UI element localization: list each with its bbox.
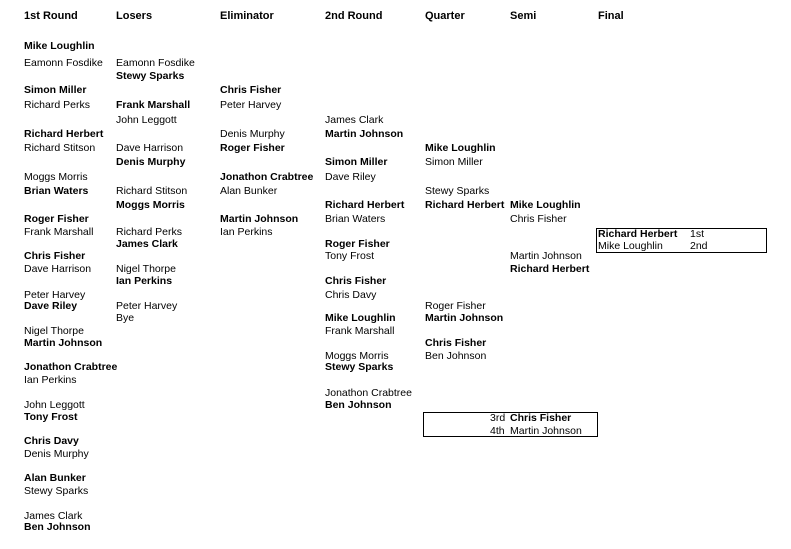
header-quarter: Quarter bbox=[425, 10, 465, 22]
player-name: Simon Miller bbox=[325, 156, 388, 168]
player-name: Denis Murphy bbox=[116, 156, 186, 168]
player-name: Martin Johnson bbox=[24, 337, 103, 349]
player-name: Eamonn Fosdike bbox=[24, 57, 103, 69]
player-name: Chris Fisher bbox=[24, 250, 86, 262]
player-name: Tony Frost bbox=[24, 411, 78, 423]
header-semi: Semi bbox=[510, 10, 537, 22]
player-name: Denis Murphy bbox=[24, 448, 89, 460]
player-name: Richard Perks bbox=[116, 226, 182, 238]
player-name: Martin Johnson bbox=[325, 128, 404, 140]
player-name: Mike Loughlin bbox=[325, 312, 396, 324]
player-name: Richard Herbert bbox=[24, 128, 104, 140]
player-name: Ben Johnson bbox=[325, 399, 392, 411]
player-name: Peter Harvey bbox=[220, 99, 282, 111]
player-name: Nigel Thorpe bbox=[116, 263, 176, 275]
player-name: Peter Harvey bbox=[116, 300, 178, 312]
player-name: Roger Fisher bbox=[24, 213, 89, 225]
player-name: James Clark bbox=[116, 238, 178, 250]
player-name: Martin Johnson bbox=[425, 312, 504, 324]
player-name: Martin Johnson bbox=[510, 250, 582, 262]
player-name: Jonathon Crabtree bbox=[220, 171, 314, 183]
player-name: Frank Marshall bbox=[325, 325, 395, 337]
player-name: Moggs Morris bbox=[116, 199, 185, 211]
player-name: Jonathon Crabtree bbox=[325, 387, 412, 399]
player-name: Ben Johnson bbox=[425, 350, 487, 362]
player-name: Nigel Thorpe bbox=[24, 325, 84, 337]
player-name: Roger Fisher bbox=[220, 142, 285, 154]
header-2nd-round: 2nd Round bbox=[325, 10, 383, 22]
player-name: Ian Perkins bbox=[116, 275, 173, 287]
player-name: Richard Stitson bbox=[24, 142, 96, 154]
player-name: Richard Perks bbox=[24, 99, 90, 111]
player-name: Chris Davy bbox=[24, 435, 79, 447]
player-name: Mike Loughlin bbox=[425, 142, 496, 154]
player-name: Stewy Sparks bbox=[116, 70, 185, 82]
player-name: Tony Frost bbox=[325, 250, 375, 262]
player-name: Chris Davy bbox=[325, 289, 377, 301]
player-name: Richard Herbert bbox=[510, 263, 590, 275]
player-name: Eamonn Fosdike bbox=[116, 57, 195, 69]
player-name: Dave Harrison bbox=[116, 142, 184, 154]
player-name: Simon Miller bbox=[24, 84, 87, 96]
third-place-rank: 3rd bbox=[490, 412, 506, 424]
third-place-name: Chris Fisher bbox=[510, 412, 572, 424]
player-name: Stewy Sparks bbox=[24, 485, 89, 497]
player-name: Moggs Morris bbox=[325, 350, 389, 362]
player-name: Jonathon Crabtree bbox=[24, 361, 118, 373]
player-name: Simon Miller bbox=[425, 156, 483, 168]
player-name: Ian Perkins bbox=[24, 374, 77, 386]
player-name: John Leggott bbox=[116, 114, 177, 126]
header-final: Final bbox=[598, 10, 624, 22]
final-winner-name: Richard Herbert bbox=[598, 228, 678, 240]
final-runner-up-name: Mike Loughlin bbox=[598, 240, 663, 252]
player-name: Dave Riley bbox=[325, 171, 376, 183]
player-name: Moggs Morris bbox=[24, 171, 88, 183]
player-name: Chris Fisher bbox=[425, 337, 487, 349]
player-name: Roger Fisher bbox=[425, 300, 486, 312]
player-name: Chris Fisher bbox=[220, 84, 282, 96]
player-name: Denis Murphy bbox=[220, 128, 285, 140]
header-losers: Losers bbox=[116, 10, 153, 22]
player-name: Dave Riley bbox=[24, 300, 78, 312]
player-name: Chris Fisher bbox=[325, 275, 387, 287]
player-name: Richard Herbert bbox=[425, 199, 505, 211]
player-name: Richard Stitson bbox=[116, 185, 188, 197]
final-runner-up-place: 2nd bbox=[690, 240, 708, 252]
player-name: Dave Harrison bbox=[24, 263, 92, 275]
header-eliminator: Eliminator bbox=[220, 10, 274, 22]
header-1st-round: 1st Round bbox=[24, 10, 78, 22]
player-name: Brian Waters bbox=[24, 185, 89, 197]
player-name: Alan Bunker bbox=[24, 472, 86, 484]
player-name: Brian Waters bbox=[325, 213, 386, 225]
player-name: Roger Fisher bbox=[325, 238, 390, 250]
player-name: Frank Marshall bbox=[116, 99, 191, 111]
player-name: Bye bbox=[116, 312, 135, 324]
player-name: Alan Bunker bbox=[220, 185, 278, 197]
player-name: James Clark bbox=[325, 114, 384, 126]
player-name: Stewy Sparks bbox=[325, 361, 394, 373]
player-name: Stewy Sparks bbox=[425, 185, 490, 197]
player-name: Frank Marshall bbox=[24, 226, 94, 238]
player-name: Richard Herbert bbox=[325, 199, 405, 211]
fourth-place-name: Martin Johnson bbox=[510, 425, 582, 437]
fourth-place-rank: 4th bbox=[490, 425, 505, 437]
player-name: Martin Johnson bbox=[220, 213, 299, 225]
final-winner-place: 1st bbox=[690, 228, 705, 240]
player-name: Mike Loughlin bbox=[24, 40, 95, 52]
player-name: John Leggott bbox=[24, 399, 85, 411]
player-name: Ian Perkins bbox=[220, 226, 273, 238]
player-name: Peter Harvey bbox=[24, 289, 86, 301]
player-name: Ben Johnson bbox=[24, 521, 91, 533]
player-name: Chris Fisher bbox=[510, 213, 567, 225]
player-name: Mike Loughlin bbox=[510, 199, 581, 211]
player-name: James Clark bbox=[24, 510, 83, 522]
